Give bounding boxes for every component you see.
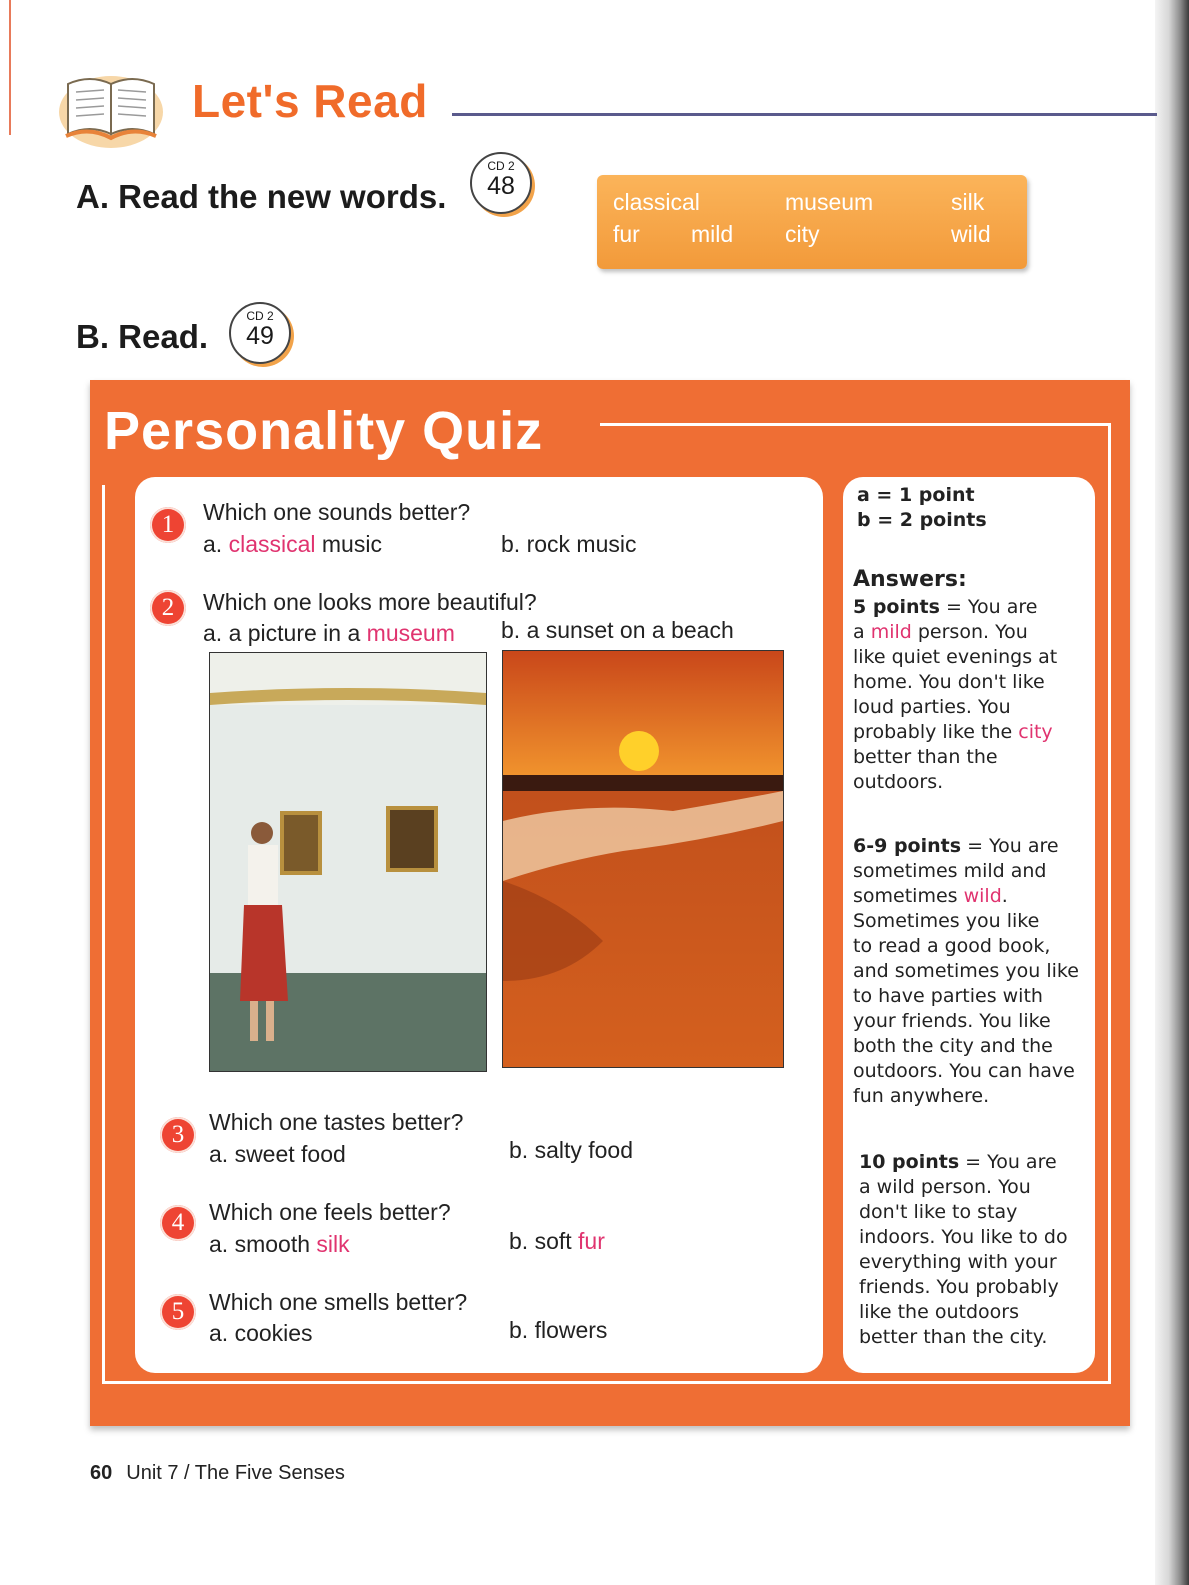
quiz-title: Personality Quiz (104, 401, 544, 461)
cd-track-49-button[interactable] (229, 302, 291, 364)
result-line: home. You don't like (853, 671, 1045, 693)
result-line: both the city and the (853, 1035, 1053, 1057)
result-text: = You are (961, 835, 1059, 857)
answers-heading: Answers: (853, 567, 967, 592)
page-edge-shadow (1155, 0, 1189, 1585)
result-line: outdoors. You can have (853, 1060, 1075, 1082)
question-4-option-a[interactable] (209, 1231, 350, 1258)
result-line: friends. You probably (859, 1276, 1059, 1298)
vocab-word: museum (785, 189, 874, 215)
result-line: your friends. You like (853, 1010, 1051, 1032)
result-line: Sometimes you like (853, 910, 1040, 932)
result-line: fun anywhere. (853, 1085, 990, 1107)
result-line (853, 720, 1093, 745)
page-title: Let's Read (192, 75, 428, 127)
option-text: b. flowers (509, 1317, 608, 1343)
result-line: everything with your (859, 1251, 1057, 1273)
result-text: . (1001, 885, 1008, 907)
question-2-option-b[interactable] (501, 617, 734, 644)
points-label: 6-9 points (853, 835, 962, 857)
question-5-option-b[interactable] (509, 1317, 607, 1344)
result-line: better than the city. (859, 1326, 1048, 1348)
option-text: a. sweet food (209, 1141, 346, 1167)
scoring-a: a = 1 point (857, 484, 975, 506)
vocab-highlight: wild (963, 885, 1002, 907)
vocabulary-box (597, 175, 1027, 269)
points-label: 10 points (859, 1151, 960, 1173)
result-line: and sometimes you like (853, 960, 1079, 982)
questions-card (135, 477, 823, 1373)
page-footer (90, 1462, 345, 1485)
open-book-icon (56, 62, 166, 150)
result-5-points (853, 595, 1093, 795)
result-line: a wild person. You (859, 1176, 1031, 1198)
result-text: = You are (959, 1151, 1057, 1173)
vocab-word: city (785, 221, 820, 247)
option-text: music (315, 531, 382, 557)
question-1-text: Which one sounds better? (203, 499, 471, 525)
question-3-option-b[interactable] (509, 1137, 633, 1164)
frame-line (102, 485, 105, 1381)
cd-label: CD 2 (246, 309, 274, 323)
section-a-heading: A. Read the new words. (76, 178, 447, 215)
question-3-option-a[interactable] (209, 1141, 346, 1168)
question-number-4: 4 (160, 1205, 196, 1241)
result-line: like the outdoors (859, 1301, 1019, 1323)
question-1-option-b[interactable] (501, 531, 636, 558)
vocab-word: wild (951, 221, 991, 247)
question-1-option-a[interactable] (203, 531, 382, 558)
points-label: 5 points (853, 596, 940, 618)
unit-title: Unit 7 / The Five Senses (126, 1462, 345, 1484)
option-text: b. a sunset on a beach (501, 617, 734, 643)
result-line: indoors. You like to do (859, 1226, 1068, 1248)
option-text: b. rock music (501, 531, 637, 557)
museum-photo (209, 652, 487, 1072)
option-text: a. a picture in a (203, 620, 367, 646)
question-2-text: Which one looks more beautiful? (203, 589, 537, 615)
question-4-text: Which one feels better? (209, 1199, 451, 1225)
question-number-2: 2 (150, 590, 186, 626)
personality-quiz-panel (90, 380, 1130, 1426)
vocab-word: mild (691, 221, 734, 247)
sunset-beach-photo (502, 650, 784, 1068)
result-text: sometimes (853, 885, 964, 907)
vocab-highlight: city (1018, 721, 1053, 743)
result-line (853, 595, 1093, 620)
question-number-1: 1 (150, 507, 186, 543)
question-5-text: Which one smells better? (209, 1289, 468, 1315)
scoring-b: b = 2 points (857, 509, 987, 531)
section-b-heading: B. Read. (76, 318, 209, 355)
question-number-3: 3 (160, 1117, 196, 1153)
question-5-option-a[interactable] (209, 1320, 313, 1347)
vocab-highlight: classical (228, 531, 316, 557)
option-text: b. salty food (509, 1137, 634, 1163)
vocab-highlight: mild (870, 621, 912, 643)
result-line (859, 1150, 1095, 1175)
margin-line (9, 0, 11, 135)
question-3-text: Which one tastes better? (209, 1109, 464, 1135)
option-text: a. smooth (209, 1231, 317, 1257)
result-line (853, 620, 1093, 645)
result-line: like quiet evenings at (853, 646, 1058, 668)
result-text: a (853, 621, 871, 643)
page-number: 60 (90, 1462, 113, 1484)
frame-line (102, 1381, 1111, 1384)
cd-track-48-button[interactable] (470, 152, 532, 214)
title-rule (452, 113, 1157, 116)
result-text: person. You (911, 621, 1028, 643)
result-text: = You are (939, 596, 1038, 618)
result-line: loud parties. You (853, 696, 1011, 718)
option-text: a. (203, 531, 229, 557)
question-2-option-a[interactable] (203, 620, 455, 647)
option-text: b. soft (509, 1228, 579, 1254)
vocab-word: silk (951, 189, 985, 215)
result-line: don't like to stay (859, 1201, 1018, 1223)
question-4-option-b[interactable] (509, 1228, 605, 1255)
result-6-9-points (853, 834, 1093, 1109)
result-line: better than the (853, 746, 998, 768)
cd-track-number: 48 (487, 172, 515, 200)
result-line: to have parties with (853, 985, 1043, 1007)
question-number-5: 5 (160, 1294, 196, 1330)
result-text: probably like the (853, 721, 1019, 743)
vocab-word: classical (613, 189, 700, 215)
answers-card (843, 477, 1095, 1373)
result-line: to read a good book, (853, 935, 1051, 957)
frame-line (1108, 423, 1111, 1381)
result-line (853, 884, 1093, 909)
vocab-highlight: silk (316, 1231, 350, 1257)
vocab-highlight: museum (366, 620, 455, 646)
result-10-points (859, 1150, 1095, 1350)
cd-track-number: 49 (246, 322, 274, 350)
result-line (853, 834, 1093, 859)
frame-line (600, 423, 1108, 426)
option-text: a. cookies (209, 1320, 313, 1346)
result-line: outdoors. (853, 771, 944, 793)
vocab-highlight: fur (578, 1228, 605, 1254)
result-line: sometimes mild and (853, 860, 1047, 882)
cd-label: CD 2 (487, 159, 515, 173)
vocab-word: fur (613, 221, 640, 247)
